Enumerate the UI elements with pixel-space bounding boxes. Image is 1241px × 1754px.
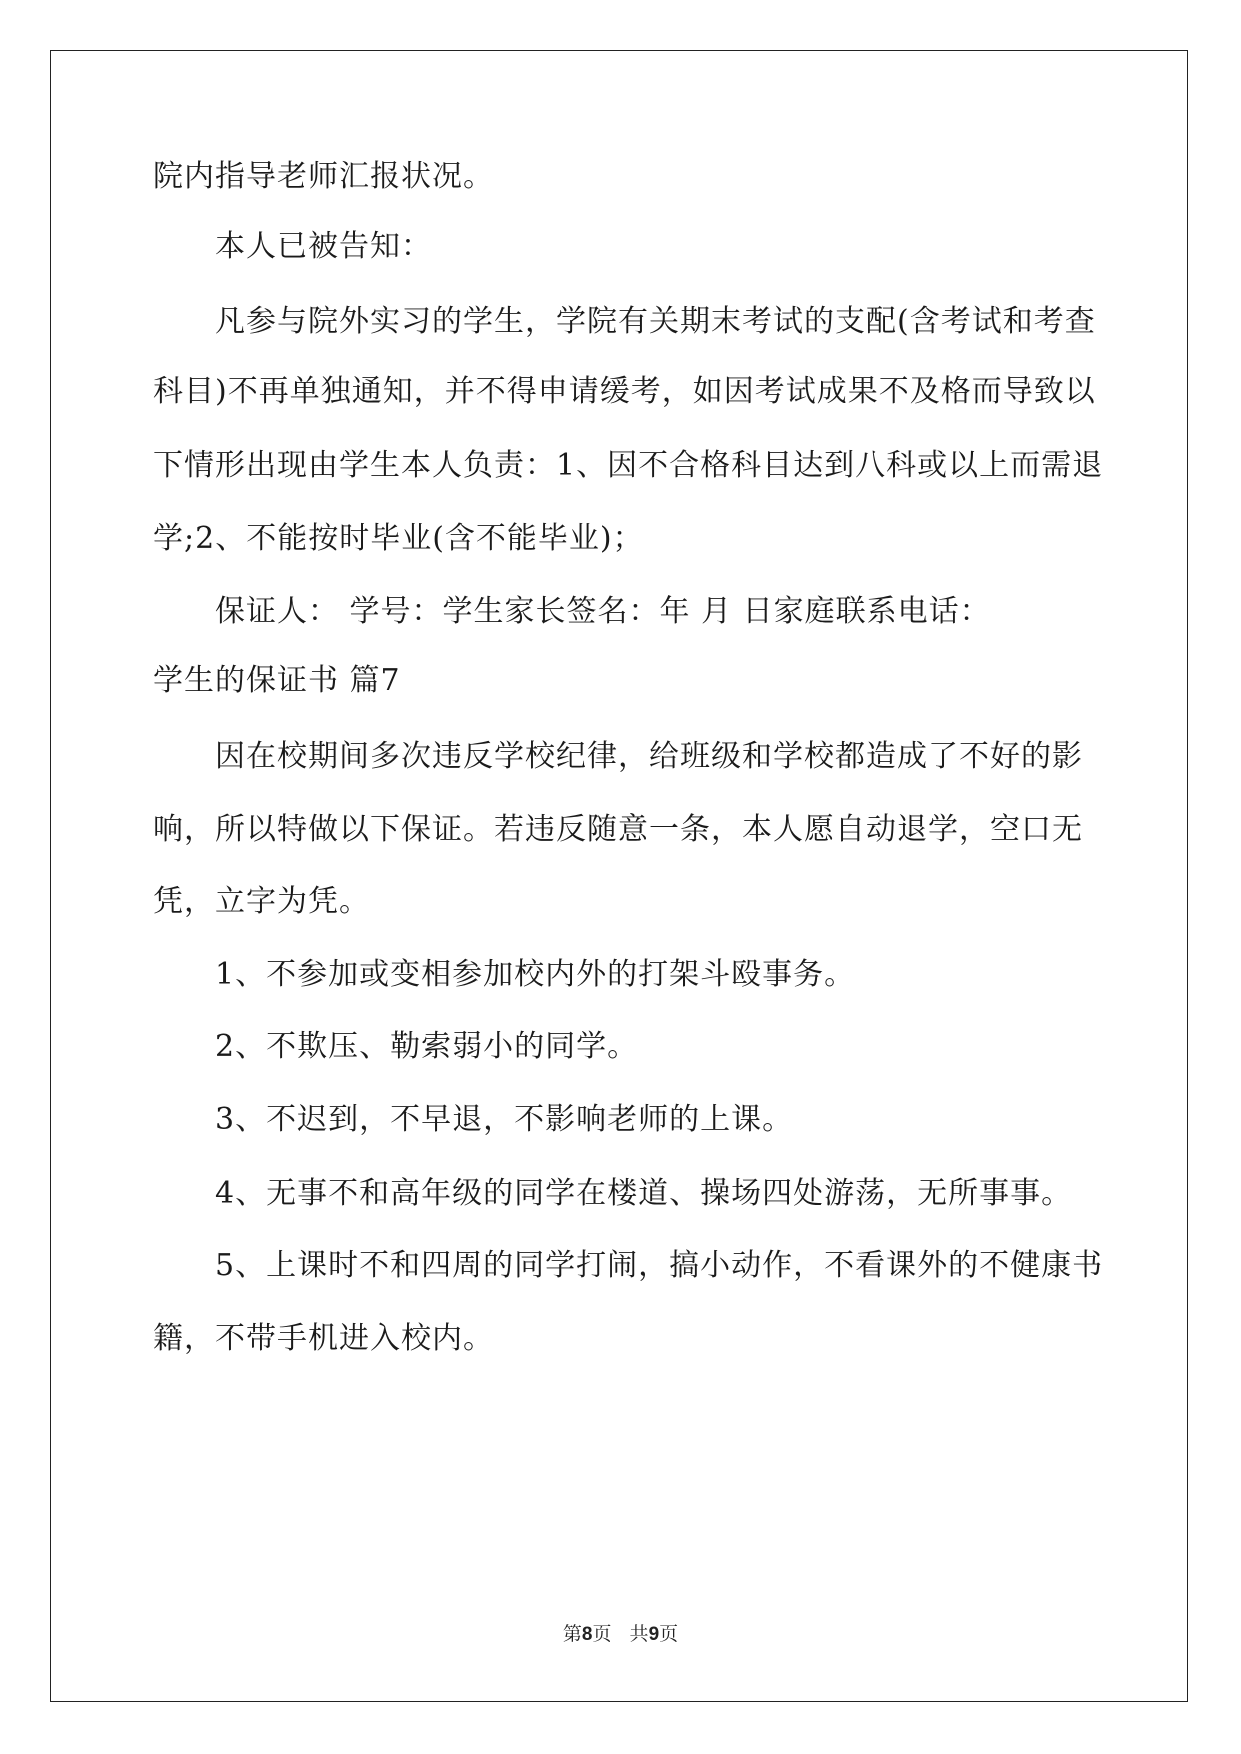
- body-line-6: 学;2、不能按时毕业(含不能毕业)；: [153, 521, 644, 556]
- body-line-1: 院内指导老师汇报状况。: [153, 159, 494, 194]
- body-line-9: 凭，立字为凭。: [153, 884, 370, 919]
- list-item-5-cont: 籍，不带手机进入校内。: [153, 1321, 494, 1356]
- body-line-8: 响，所以特做以下保证。若违反随意一条，本人愿自动退学，空口无: [153, 812, 1083, 847]
- page-border: [50, 50, 1188, 1702]
- body-line-5: 下情形出现由学生本人负责：1、因不合格科目达到八科或以上而需退: [153, 448, 1104, 483]
- page-prefix: 第: [562, 1623, 582, 1645]
- page-footer: [0, 1622, 1241, 1647]
- page-suffix: 页: [659, 1623, 679, 1645]
- page-mid: 页 共: [592, 1623, 649, 1645]
- list-item-3: 3、不迟到，不早退，不影响老师的上课。: [215, 1102, 794, 1137]
- list-item-2: 2、不欺压、勒索弱小的同学。: [215, 1029, 639, 1064]
- page-total: 9: [648, 1624, 660, 1645]
- list-item-5: 5、上课时不和四周的同学打闹，搞小动作，不看课外的不健康书: [215, 1248, 1104, 1283]
- section-heading: 学生的保证书 篇7: [153, 663, 401, 698]
- body-line-2: 本人已被告知：: [215, 229, 432, 264]
- body-line-7: 因在校期间多次违反学校纪律，给班级和学校都造成了不好的影: [215, 739, 1083, 774]
- page-current: 8: [581, 1624, 593, 1645]
- signature-line: 保证人： 学号：学生家长签名：年 月 日家庭联系电话：: [215, 594, 991, 629]
- body-line-3: 凡参与院外实习的学生，学院有关期末考试的支配(含考试和考查: [215, 304, 1096, 339]
- list-item-1: 1、不参加或变相参加校内外的打架斗殴事务。: [215, 957, 856, 992]
- list-item-4: 4、无事不和高年级的同学在楼道、操场四处游荡，无所事事。: [215, 1176, 1073, 1211]
- body-line-4: 科目)不再单独通知，并不得申请缓考，如因考试成果不及格而导致以: [153, 374, 1096, 409]
